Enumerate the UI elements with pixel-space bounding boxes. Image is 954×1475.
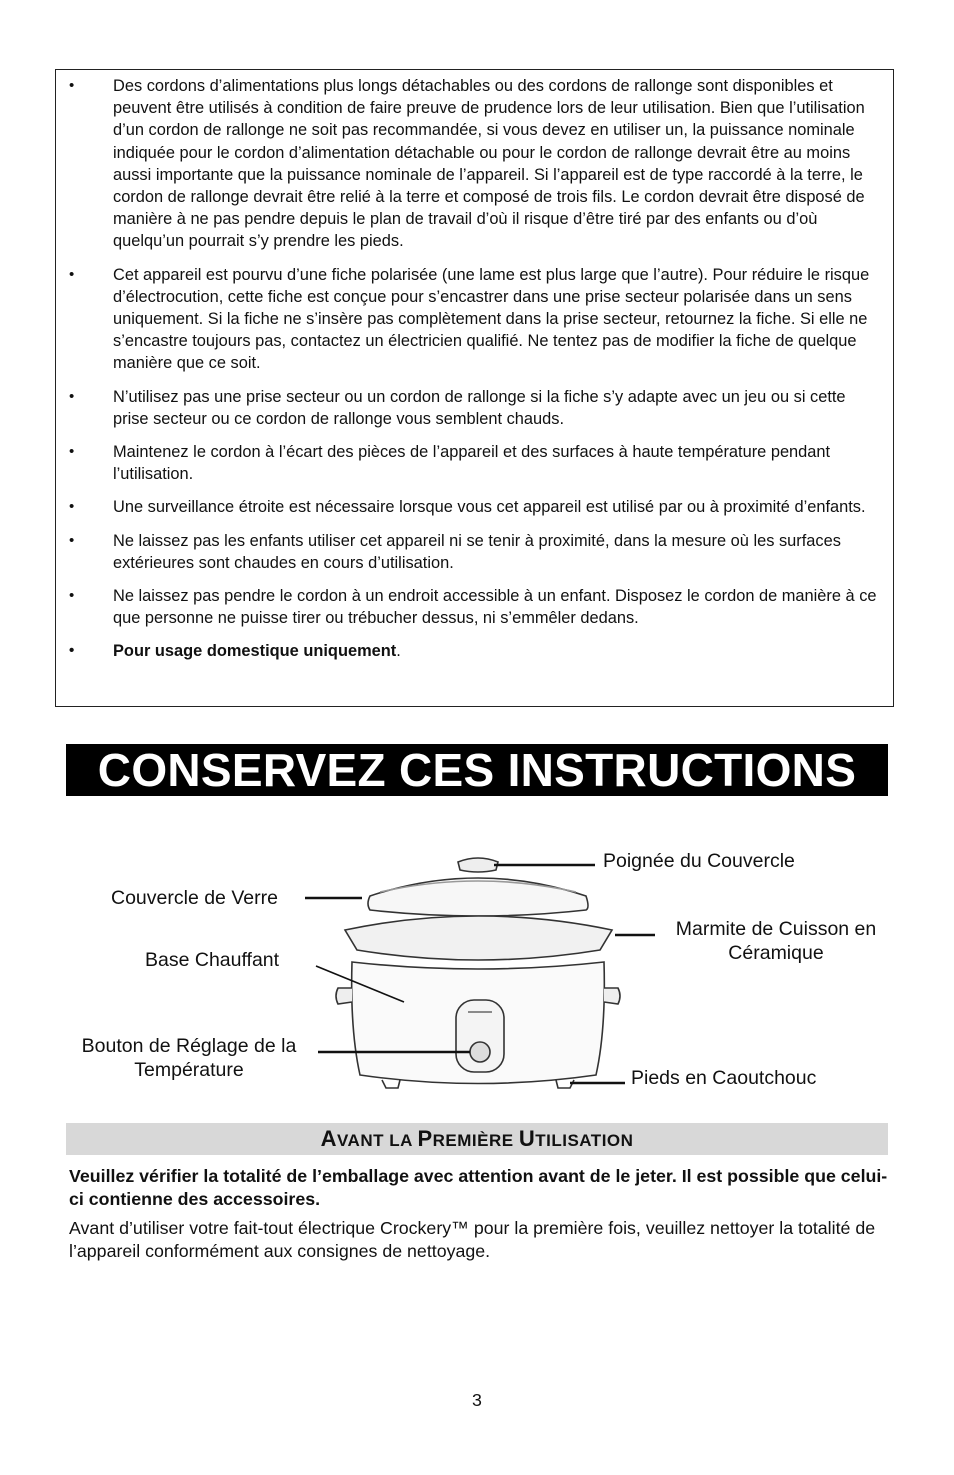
list-item bbox=[56, 75, 893, 253]
warning-text: Ne laissez pas les enfants utiliser cet appareil ni se tenir à proximité, dans la mesure où les surfaces extérieures sont chaudes en cours d’utilisation. bbox=[113, 531, 841, 572]
label-ceramic-pot-line2: Céramique bbox=[728, 942, 824, 964]
temperature-knob-shape bbox=[470, 1042, 490, 1062]
warning-text: N’utilisez pas une prise secteur ou un cordon de rallonge si la fiche s’y adapte avec un jeu ou si cette prise secteur ou ce cordon de rallonge vous semblent chauds. bbox=[113, 387, 846, 428]
heading-small: REMIÈRE bbox=[432, 1131, 519, 1150]
warning-text: Cet appareil est pourvu d’une fiche polarisée (une lame est plus large que l’autre). Pour réduire le risque d’électrocution, cette fiche est conçue pour s’encastrer dans une prise secteur polarisée dans un sens uniquement. Si la fiche ne s’insère pas complètement dans la prise secteur, retournez la fiche. Si elle ne s’encastre toujours pas, contactez un électricien qualifié. Ne tentez pas de modifier la fiche de quelque manière que ce soit. bbox=[113, 265, 870, 373]
period-text: . bbox=[396, 642, 401, 661]
household-use-text: Pour usage domestique uniquement bbox=[113, 642, 397, 661]
bullet-icon: • bbox=[69, 587, 75, 605]
safety-warnings-box bbox=[55, 69, 894, 707]
page-number: 3 bbox=[472, 1390, 482, 1410]
bullet-icon: • bbox=[69, 77, 75, 94]
section-heading-first-use bbox=[66, 1123, 888, 1155]
list-item bbox=[56, 264, 893, 375]
cleaning-instruction-text: Avant d’utiliser votre fait-tout électrique Crockery™ pour la première fois, veuillez nettoyer la totalité de l’appareil conformément aux consignes de nettoyage. bbox=[69, 1218, 876, 1261]
label-temp-knob bbox=[69, 1034, 309, 1082]
heading-cap: U bbox=[518, 1126, 536, 1151]
warnings-list bbox=[56, 75, 893, 663]
right-handle-shape bbox=[604, 988, 620, 1004]
list-item bbox=[56, 441, 893, 485]
warning-text: Des cordons d’alimentations plus longs détachables ou des cordons de rallonge sont disponibles et peuvent être utilisés à condition de faire preuve de prudence lors de leur utilisation. Bien que l’utilisation d’un cordon de rallonge ne soit pas recommandée, si vous devez en utiliser un, la puissance nominale indiquée pour le cordon d’alimentation détachable ou pour le cordon de rallonge devrait être au moins aussi importante que la puissance nominale de l’appareil. Si l’appareil est de type raccordé à la terre, le cordon de rallonge devrait être relié à la terre et composé de trois fils. Le cordon devrait être disposé de manière à ne pas pendre depuis le plan de travail d’où il risque d’être tiré par des enfants ou d’où quelqu’un pourrait s’y prendre les pieds. bbox=[113, 77, 865, 251]
ceramic-pot-rim-shape bbox=[345, 916, 612, 960]
label-temp-knob-line2: Température bbox=[134, 1059, 244, 1081]
label-heating-base: Base Chauffant bbox=[145, 949, 280, 971]
bullet-icon: • bbox=[69, 531, 75, 549]
label-rubber-feet: Pieds en Caoutchouc bbox=[631, 1067, 817, 1089]
bullet-icon: • bbox=[69, 265, 75, 283]
glass-lid-shape bbox=[368, 878, 588, 916]
list-item bbox=[56, 530, 893, 574]
heading-small: VANT LA bbox=[336, 1131, 418, 1150]
warning-text: Une surveillance étroite est nécessaire lorsque vous cet appareil est utilisé par ou à proximité d’enfants. bbox=[113, 498, 866, 517]
bullet-icon: • bbox=[69, 642, 75, 660]
list-item bbox=[56, 386, 893, 430]
heading-small: TILISATION bbox=[535, 1131, 634, 1150]
bullet-icon: • bbox=[69, 443, 75, 461]
label-ceramic-pot-line1: Marmite de Cuisson en bbox=[675, 918, 877, 940]
warning-text: Ne laissez pas pendre le cordon à un endroit accessible à un enfant. Disposez le cordon de manière à ce que personne ne puisse tirer ou trébucher dessus, ni s’emmêler dedans. bbox=[113, 587, 877, 628]
label-lid-handle: Poignée du Couvercle bbox=[603, 850, 795, 872]
bullet-icon: • bbox=[69, 498, 75, 516]
packaging-check-text: Veuillez vérifier la totalité de l’emballage avec attention avant de le jeter. Il est possible que celui-ci contienne des accessoires. bbox=[69, 1166, 888, 1209]
label-temp-knob-line1: Bouton de Réglage de la bbox=[81, 1035, 297, 1057]
heading-cap: A bbox=[320, 1126, 337, 1151]
heading-cap: P bbox=[417, 1126, 433, 1151]
left-handle-shape bbox=[336, 988, 352, 1004]
slow-cooker-diagram bbox=[0, 830, 954, 1120]
label-glass-lid: Couvercle de Verre bbox=[111, 887, 278, 909]
left-foot-shape bbox=[382, 1080, 400, 1088]
list-item bbox=[56, 496, 893, 518]
warning-text: Maintenez le cordon à l’écart des pièces de l’appareil et des surfaces à haute température pendant l’utilisation. bbox=[113, 443, 831, 484]
bullet-icon: • bbox=[69, 387, 75, 405]
label-ceramic-pot bbox=[662, 917, 890, 965]
save-instructions-banner: CONSERVEZ CES INSTRUCTIONS bbox=[66, 744, 888, 796]
lid-knob-shape bbox=[458, 858, 498, 872]
list-item bbox=[56, 585, 893, 629]
list-item bbox=[56, 640, 893, 662]
